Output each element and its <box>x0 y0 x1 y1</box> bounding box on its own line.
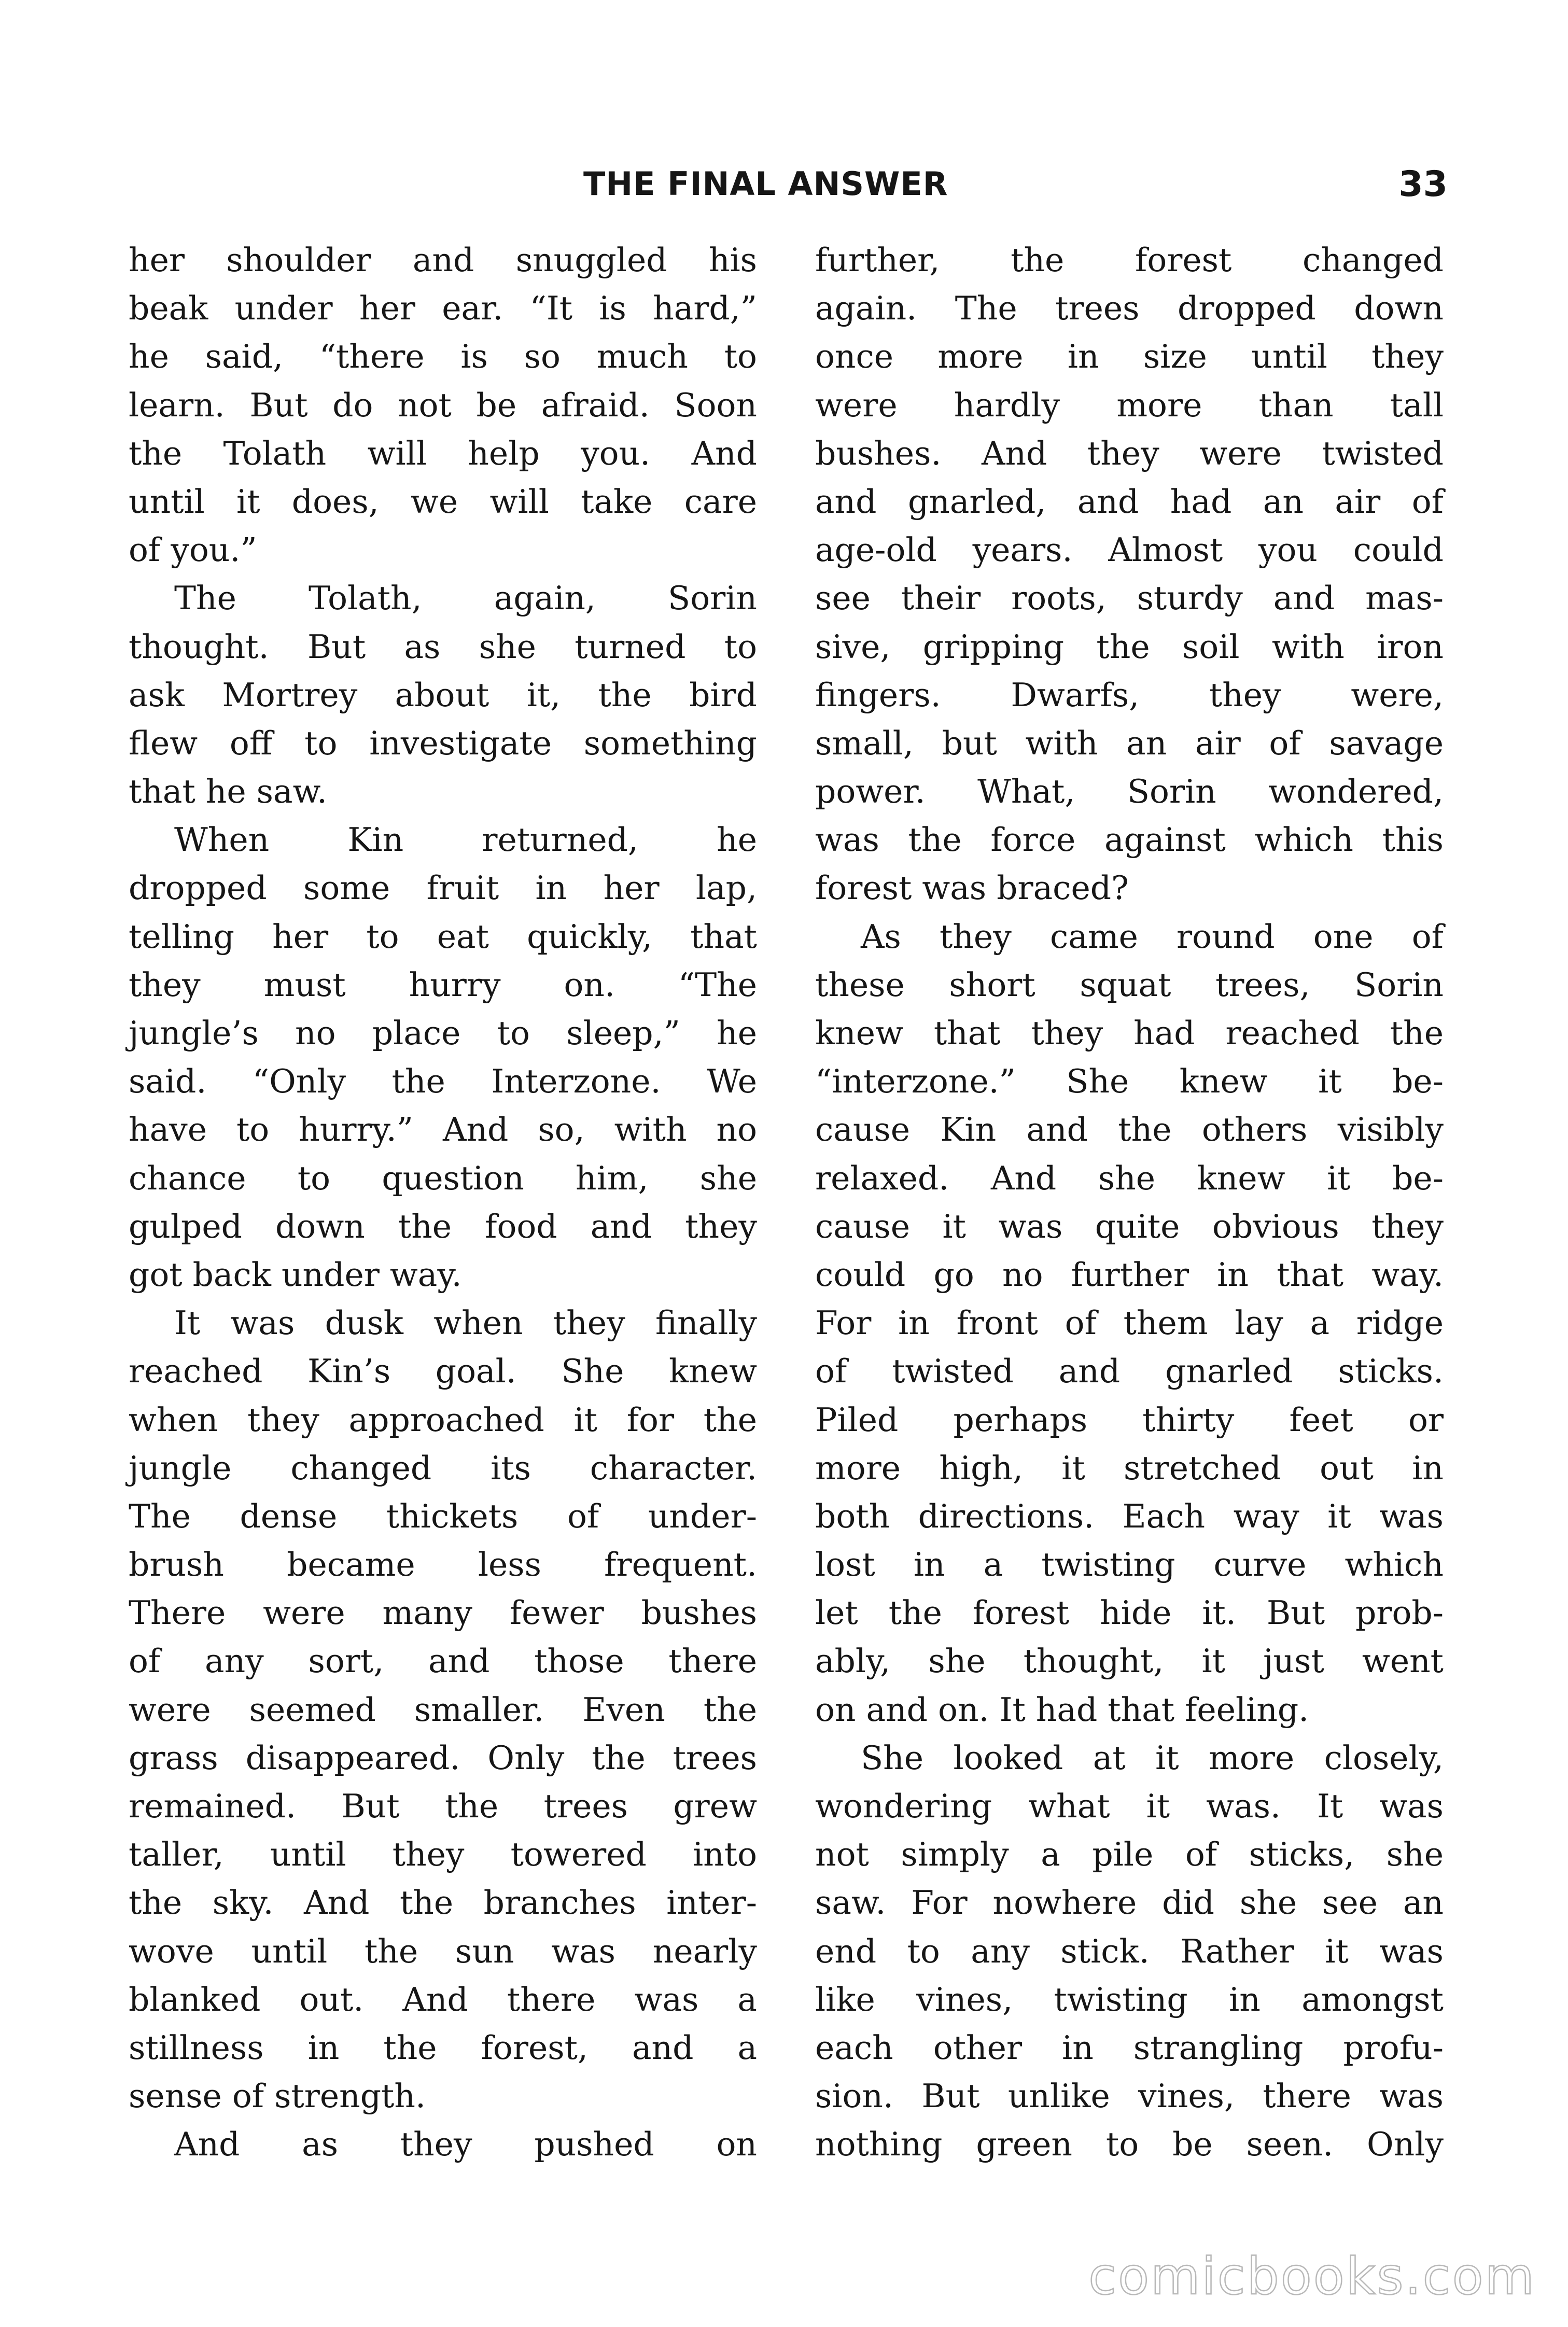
text-line: these short squat trees, Sorin <box>815 965 1444 1004</box>
text-line: forest was braced? <box>815 869 1129 907</box>
text-line: said. “Only the Interzone. We <box>129 1062 757 1101</box>
text-line: her shoulder and snuggled his <box>129 241 757 279</box>
text-line: relaxed. And she knew it be- <box>815 1159 1444 1197</box>
text-line: bushes. And they were twisted <box>815 434 1444 472</box>
text-line: when they approached it for the <box>129 1400 757 1439</box>
text-line: When Kin returned, he <box>174 821 757 859</box>
text-line: until it does, we will take care <box>129 482 757 521</box>
text-line: was the force against which this <box>815 821 1444 859</box>
text-line: once more in size until they <box>815 338 1444 376</box>
text-line: he said, “there is so much to <box>129 338 757 376</box>
text-line: like vines, twisting in amongst <box>815 1980 1444 2018</box>
text-line: remained. But the trees grew <box>129 1787 757 1825</box>
text-line: For in front of them lay a ridge <box>815 1304 1444 1342</box>
text-line: small, but with an air of savage <box>815 724 1444 762</box>
text-line: age-old years. Almost you could <box>815 531 1444 569</box>
text-line: on and on. It had that feeling. <box>815 1690 1309 1729</box>
paragraph <box>129 236 757 574</box>
text-line: reached Kin’s goal. She knew <box>129 1352 757 1391</box>
watermark: comicbooks.com <box>1088 2247 1536 2306</box>
text-line: knew that they had reached the <box>815 1014 1444 1052</box>
text-line: grass disappeared. Only the trees <box>129 1739 757 1777</box>
text-line: of you.” <box>129 531 257 569</box>
text-column-left <box>129 236 757 2169</box>
text-line: fingers. Dwarfs, they were, <box>815 676 1444 714</box>
text-line: It was dusk when they finally <box>174 1304 757 1342</box>
text-line: each other in strangling profu- <box>815 2028 1444 2067</box>
text-line: She looked at it more closely, <box>861 1739 1444 1777</box>
text-line: As they came round one of <box>861 917 1444 956</box>
text-line: There were many fewer bushes <box>129 1594 757 1632</box>
text-line: wove until the sun was nearly <box>129 1932 757 1970</box>
text-line: brush became less frequent. <box>129 1546 757 1584</box>
text-line: “interzone.” She knew it be- <box>815 1062 1444 1101</box>
text-line: beak under her ear. “It is hard,” <box>129 289 757 328</box>
text-line: Piled perhaps thirty feet or <box>815 1400 1444 1439</box>
text-line: sense of strength. <box>129 2077 426 2115</box>
paragraph <box>815 913 1444 1734</box>
text-line: saw. For nowhere did she see an <box>815 1884 1444 1922</box>
text-line: cause it was quite obvious they <box>815 1207 1444 1245</box>
text-line: of twisted and gnarled sticks. <box>815 1352 1444 1391</box>
text-line: chance to question him, she <box>129 1159 757 1197</box>
text-line: let the forest hide it. But prob- <box>815 1594 1444 1632</box>
text-line: of any sort, and those there <box>129 1642 757 1680</box>
text-line: stillness in the forest, and a <box>129 2028 757 2067</box>
text-line: were hardly more than tall <box>815 386 1444 424</box>
text-line: blanked out. And there was a <box>129 1980 757 2018</box>
text-line: not simply a pile of sticks, she <box>815 1835 1444 1874</box>
text-line: And as they pushed on <box>174 2125 757 2164</box>
text-line: further, the forest changed <box>815 241 1444 279</box>
text-line: nothing green to be seen. Only <box>815 2125 1444 2164</box>
page-number: 33 <box>1398 164 1448 205</box>
text-line: wondering what it was. It was <box>815 1787 1444 1825</box>
text-line: dropped some fruit in her lap, <box>129 869 757 907</box>
text-line: have to hurry.” And so, with no <box>129 1111 757 1149</box>
text-line: ask Mortrey about it, the bird <box>129 676 757 714</box>
text-line: sion. But unlike vines, there was <box>815 2077 1444 2115</box>
running-title: THE FINAL ANSWER <box>583 165 948 203</box>
text-line: cause Kin and the others visibly <box>815 1111 1444 1149</box>
text-line: they must hurry on. “The <box>129 965 757 1004</box>
text-line: and gnarled, and had an air of <box>815 482 1444 521</box>
text-line: The Tolath, again, Sorin <box>174 579 757 618</box>
text-line: learn. But do not be afraid. Soon <box>129 386 757 424</box>
text-line: got back under way. <box>129 1255 462 1294</box>
paragraph <box>815 1734 1444 2169</box>
text-line: taller, until they towered into <box>129 1835 757 1874</box>
text-line: power. What, Sorin wondered, <box>815 773 1444 811</box>
text-line: jungle changed its character. <box>129 1449 757 1487</box>
text-line: again. The trees dropped down <box>815 289 1444 328</box>
text-line: ably, she thought, it just went <box>815 1642 1444 1680</box>
text-line: lost in a twisting curve which <box>815 1546 1444 1584</box>
text-line: could go no further in that way. <box>815 1255 1444 1294</box>
text-line: telling her to eat quickly, that <box>129 917 757 956</box>
text-line: were seemed smaller. Even the <box>129 1690 757 1729</box>
text-line: gulped down the food and they <box>129 1207 757 1245</box>
paragraph <box>129 574 757 816</box>
text-line: flew off to investigate something <box>129 724 757 762</box>
paragraph <box>815 236 1444 913</box>
paragraph <box>129 1299 757 2120</box>
text-line: the Tolath will help you. And <box>129 434 757 472</box>
text-line: jungle’s no place to sleep,” he <box>129 1014 757 1052</box>
text-line: sive, gripping the soil with iron <box>815 627 1444 666</box>
text-line: The dense thickets of under- <box>129 1497 757 1535</box>
paragraph <box>129 816 757 1299</box>
text-line: more high, it stretched out in <box>815 1449 1444 1487</box>
text-line: that he saw. <box>129 773 328 811</box>
text-line: end to any stick. Rather it was <box>815 1932 1444 1970</box>
text-line: thought. But as she turned to <box>129 627 757 666</box>
text-line: see their roots, sturdy and mas- <box>815 579 1444 618</box>
text-column-right <box>815 236 1444 2169</box>
paragraph <box>129 2120 757 2168</box>
text-line: both directions. Each way it was <box>815 1497 1444 1535</box>
text-line: the sky. And the branches inter- <box>129 1884 757 1922</box>
